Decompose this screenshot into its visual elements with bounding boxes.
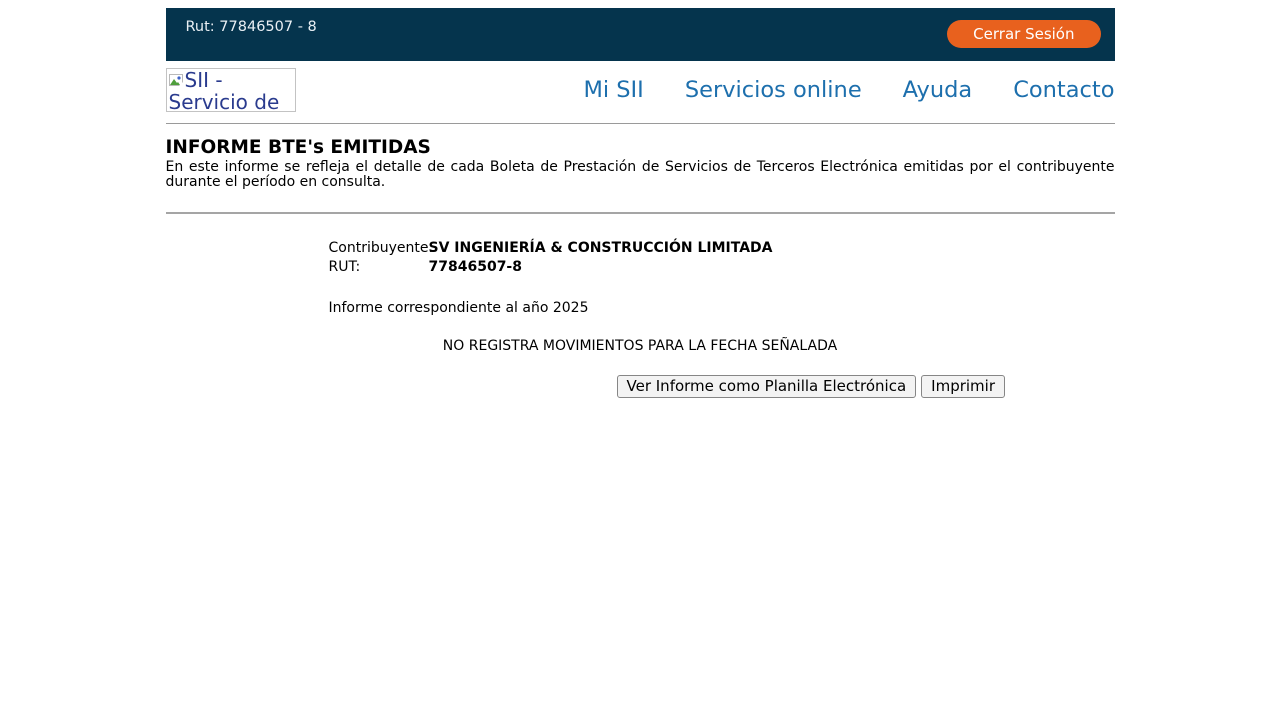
page-container bbox=[166, 8, 1115, 398]
logout-button[interactable]: Cerrar Sesión bbox=[947, 20, 1100, 48]
contribuyente-value: SV INGENIERÍA & CONSTRUCCIÓN LIMITADA bbox=[428, 239, 773, 256]
view-spreadsheet-button[interactable]: Ver Informe como Planilla Electrónica bbox=[617, 375, 917, 398]
main-navigation bbox=[583, 77, 1114, 103]
page-title: INFORME BTE's EMITIDAS bbox=[165, 137, 431, 158]
sii-logo-broken-image[interactable] bbox=[166, 68, 296, 112]
period-line: Informe correspondiente al año 2025 bbox=[328, 299, 589, 316]
rut-row bbox=[329, 258, 1115, 277]
contribuyente-row bbox=[329, 239, 1115, 258]
session-bar bbox=[166, 8, 1115, 61]
rut-label: RUT: bbox=[328, 258, 361, 275]
session-rut-text: Rut: 77846507 - 8 bbox=[185, 19, 317, 35]
broken-image-icon bbox=[169, 72, 184, 91]
actions-row bbox=[617, 375, 1115, 398]
print-button[interactable]: Imprimir bbox=[921, 375, 1005, 398]
section-divider bbox=[166, 212, 1115, 214]
header-row bbox=[166, 68, 1115, 112]
contribuyente-label: Contribuyente: bbox=[328, 239, 434, 256]
nav-item-mi-sii[interactable]: Mi SII bbox=[583, 77, 644, 103]
no-data-message: NO REGISTRA MOVIMIENTOS PARA LA FECHA SEÑALADA bbox=[442, 337, 838, 354]
sii-logo-alt-text[interactable]: SII - Servicio de bbox=[168, 68, 280, 112]
header-divider bbox=[166, 123, 1115, 124]
rut-value: 77846507-8 bbox=[428, 258, 522, 275]
nav-item-contacto[interactable]: Contacto bbox=[1013, 77, 1115, 103]
nav-item-ayuda[interactable]: Ayuda bbox=[902, 77, 973, 103]
report-details bbox=[329, 239, 1115, 316]
report-description: En este informe se refleja el detalle de cada Boleta de Prestación de Servicios de Terceros Electrónica emitidas por el contribuyente durante el período en consulta. bbox=[165, 159, 1115, 191]
nav-item-servicios-online[interactable]: Servicios online bbox=[684, 77, 862, 103]
